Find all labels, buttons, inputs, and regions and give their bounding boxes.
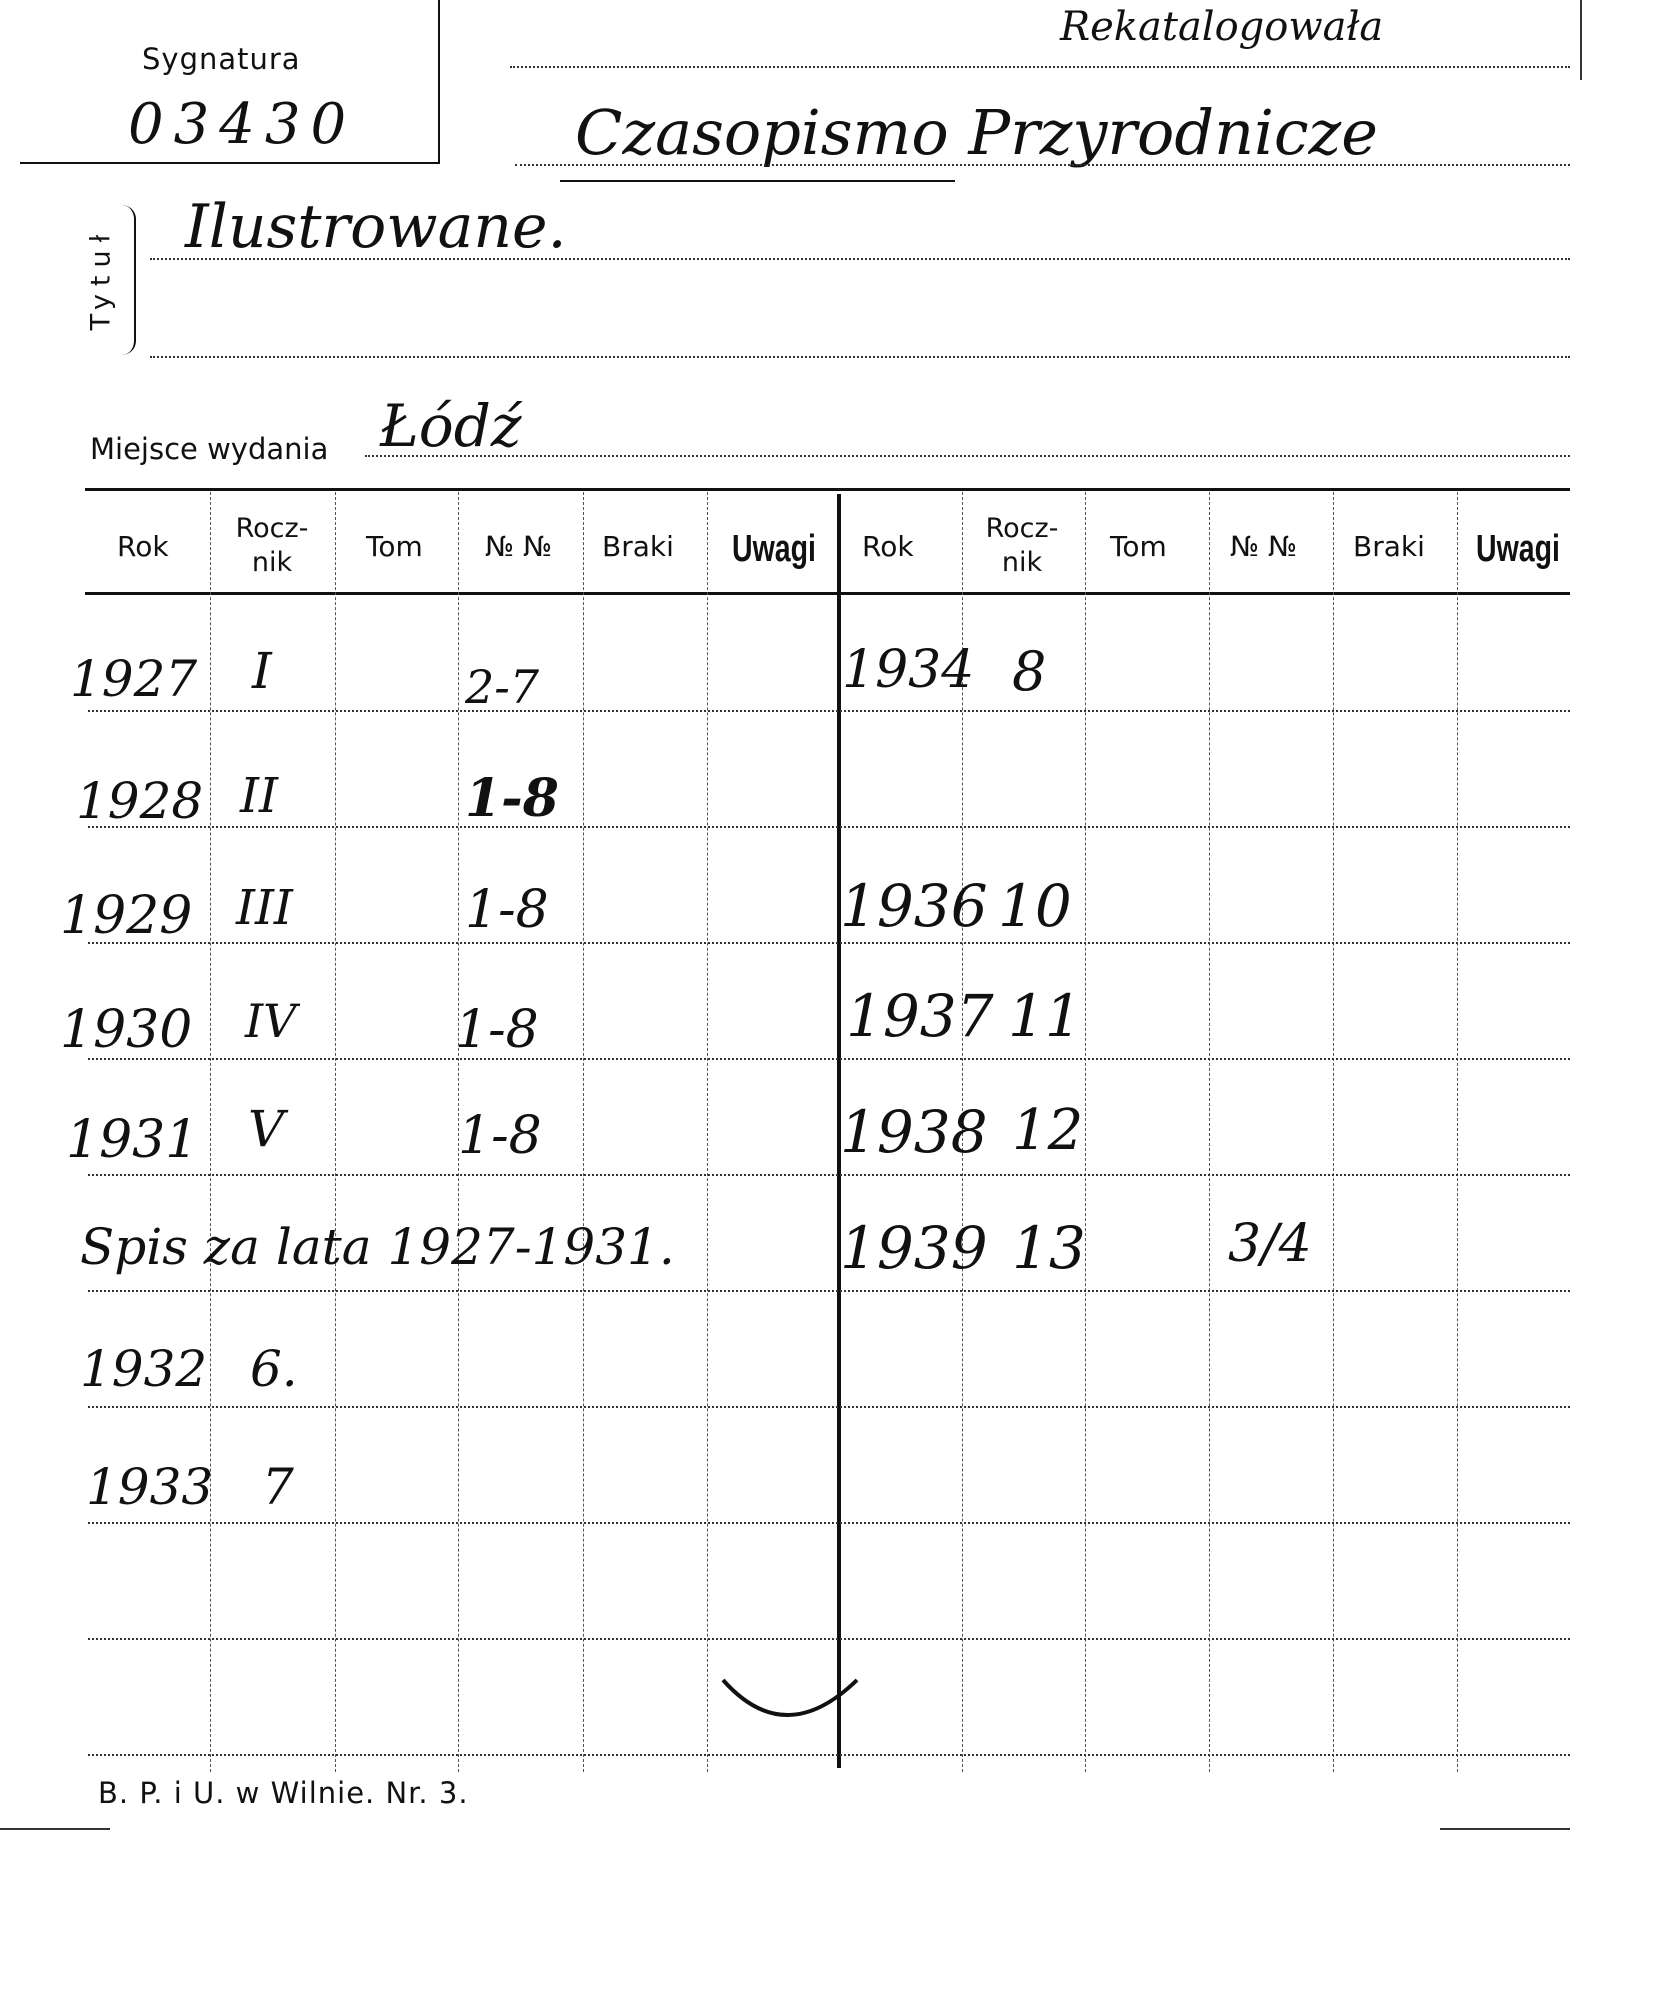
- title-line-2: Ilustrowane.: [185, 192, 567, 262]
- row-rule: [88, 1290, 1570, 1292]
- col-sep: [583, 492, 584, 1772]
- table-header-rule: [85, 592, 1570, 595]
- header-numery: № №: [1230, 530, 1298, 563]
- tytul-label-wrap: [78, 205, 118, 355]
- table-cell-rocznik: III: [236, 880, 293, 936]
- header-rocznik: Rocz- nik: [235, 513, 309, 578]
- rekatalogowala-note: Rekatalogowała: [1060, 4, 1384, 50]
- header-numery: № №: [485, 530, 553, 563]
- table-cell-rocznik: I: [252, 642, 272, 700]
- table-cell-rocznik: 12: [1012, 1098, 1084, 1163]
- table-cell-numery: 2-7: [465, 660, 540, 714]
- punch-hole-arc: [715, 1660, 865, 1740]
- table-cell-rok: 1936: [840, 872, 988, 940]
- col-sep: [210, 492, 211, 1772]
- header-uwagi: Uwagi: [1476, 528, 1560, 570]
- table-cell-rocznik: 7: [262, 1458, 294, 1516]
- miejsce-dotline: [365, 455, 1570, 457]
- edge-mark-top-right: [1580, 0, 1582, 80]
- header-tom: Tom: [366, 530, 423, 563]
- table-cell-rok: 1929: [60, 886, 193, 946]
- table-cell-numery: 1-8: [458, 1106, 542, 1166]
- miejsce-value: Łódź: [380, 392, 522, 460]
- row-rule: [88, 1522, 1570, 1524]
- col-sep: [1457, 492, 1458, 1772]
- table-cell-rok: 1931: [66, 1110, 199, 1170]
- header-braki: Braki: [1353, 530, 1425, 563]
- header-tom: Tom: [1110, 530, 1167, 563]
- sygnatura-value: 03430: [128, 92, 357, 157]
- title-dotline-1: [510, 66, 1570, 68]
- miejsce-label: Miejsce wydania: [90, 432, 329, 466]
- col-sep: [707, 492, 708, 1772]
- table-cell-spis: Spis za lata 1927-1931.: [80, 1218, 675, 1276]
- header-rok: Rok: [117, 530, 169, 563]
- table-cell-numery: 3/4: [1228, 1214, 1312, 1274]
- table-top-rule: [85, 488, 1570, 491]
- table-cell-rok: 1938: [840, 1098, 988, 1166]
- row-rule: [88, 1406, 1570, 1408]
- table-cell-rocznik: 10: [998, 872, 1072, 940]
- table-cell-rok: 1939: [840, 1214, 988, 1282]
- table-cell-numery: 1-8: [455, 1000, 539, 1060]
- col-sep: [335, 492, 336, 1772]
- table-cell-rok: 1937: [846, 982, 994, 1050]
- table-cell-rocznik: IV: [245, 994, 297, 1048]
- row-rule: [88, 1174, 1570, 1176]
- table-cell-rocznik: 6.: [250, 1340, 298, 1398]
- edge-mark-right: [1440, 1828, 1570, 1830]
- row-rule: [88, 826, 1570, 828]
- header-rocznik: Rocz- nik: [985, 513, 1059, 578]
- table-cell-numery: 1-8: [465, 768, 559, 829]
- edge-mark-left: [0, 1828, 110, 1830]
- tytul-label: Tytuł: [85, 226, 117, 331]
- table-cell-rocznik: 8: [1012, 640, 1047, 703]
- title-underline: [560, 180, 955, 182]
- row-rule: [88, 1638, 1570, 1640]
- footer-printer: B. P. i U. w Wilnie. Nr. 3.: [98, 1776, 469, 1810]
- table-cell-rok: 1930: [60, 1000, 193, 1060]
- table-cell-rok: 1932: [80, 1340, 208, 1398]
- table-cell-rok: 1928: [76, 772, 204, 830]
- col-sep: [1209, 492, 1210, 1772]
- row-rule: [88, 1754, 1570, 1756]
- table-cell-rocznik: II: [240, 768, 278, 824]
- row-rule: [88, 942, 1570, 944]
- table-cell-numery: 1-8: [465, 880, 549, 940]
- title-dotline-2: [515, 164, 1570, 166]
- row-rule: [88, 710, 1570, 712]
- header-uwagi: Uwagi: [732, 528, 816, 570]
- col-sep: [1085, 492, 1086, 1772]
- tytul-brace: [120, 205, 136, 355]
- title-dotline-4: [150, 356, 1570, 358]
- table-cell-rok: 1933: [86, 1458, 214, 1516]
- header-braki: Braki: [602, 530, 674, 563]
- table-cell-rocznik: 11: [1008, 982, 1082, 1050]
- title-dotline-3: [150, 258, 1570, 260]
- table-cell-rok: 1927: [70, 650, 198, 708]
- header-rok: Rok: [862, 530, 914, 563]
- table-cell-rocznik: V: [248, 1100, 285, 1158]
- table-cell-rocznik: 13: [1012, 1214, 1086, 1282]
- table-cell-rok: 1934: [842, 640, 975, 700]
- sygnatura-label: Sygnatura: [142, 42, 301, 76]
- title-line-1: Czasopismo Przyrodnicze: [575, 96, 1378, 169]
- row-rule: [88, 1058, 1570, 1060]
- col-sep: [1333, 492, 1334, 1772]
